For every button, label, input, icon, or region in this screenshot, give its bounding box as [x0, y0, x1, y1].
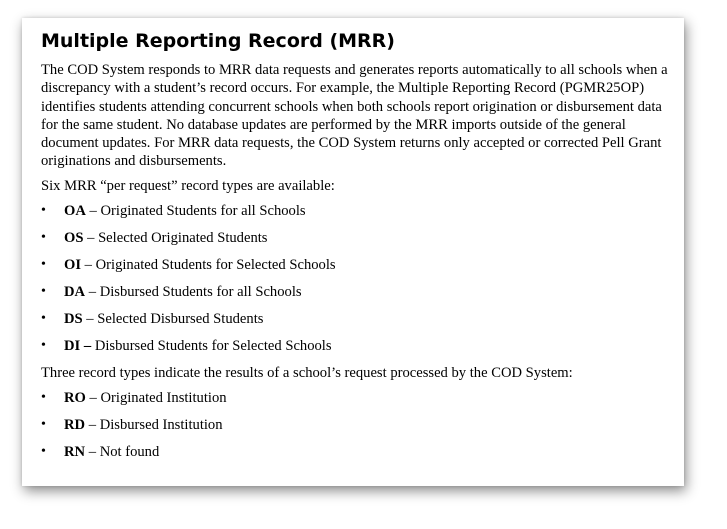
- list-item: [41, 337, 671, 355]
- separator: –: [83, 229, 99, 246]
- list-item: [41, 416, 671, 434]
- description-paragraph: The COD System responds to MRR data requests and generates reports automatically to all schools when a discrepancy with a student’s record occurs. For example, the Multiple Reporting Record (PGMR25OP) identifies students attending concurrent schools when both schools report origination or disbursement data for the same student. No database updates are performed by the MRR imports outside of the general document updates. For MRR data requests, the COD System returns only accepted or corrected Pell Grant originations and disbursements.: [41, 62, 668, 170]
- record-code: DI –: [64, 337, 92, 354]
- separator: –: [85, 389, 101, 406]
- bullet-icon: •: [41, 283, 46, 299]
- record-description: Originated Institution: [100, 389, 227, 406]
- separator: –: [85, 202, 101, 219]
- record-code: RD: [64, 416, 86, 433]
- record-code: OI: [64, 256, 82, 273]
- record-description: Not found: [99, 443, 160, 460]
- record-description: Disbursed Students for Selected Schools: [94, 337, 332, 354]
- per-request-list: [41, 202, 671, 355]
- record-description: Originated Students for all Schools: [100, 202, 306, 219]
- separator: –: [85, 283, 100, 300]
- bullet-icon: •: [41, 337, 46, 353]
- list-item: [41, 443, 671, 461]
- results-intro: Three record types indicate the results of a school’s request processed by the COD System:: [41, 364, 573, 381]
- document-page: [22, 18, 684, 486]
- bullet-icon: •: [41, 256, 46, 272]
- separator: –: [82, 310, 98, 327]
- record-code: OA: [64, 202, 86, 219]
- list-item: [41, 256, 671, 274]
- bullet-icon: •: [41, 310, 46, 326]
- list-item: [41, 202, 671, 220]
- record-code: DS: [64, 310, 83, 327]
- document-content: [41, 29, 671, 470]
- bullet-icon: •: [41, 202, 46, 218]
- record-code: OS: [64, 229, 84, 246]
- record-description: Selected Originated Students: [98, 229, 268, 246]
- record-code: RN: [64, 443, 86, 460]
- record-description: Disbursed Students for all Schools: [99, 283, 302, 300]
- list-item: [41, 389, 671, 407]
- results-list: [41, 389, 671, 461]
- record-code: DA: [64, 283, 86, 300]
- separator: –: [81, 256, 96, 273]
- record-description: Disbursed Institution: [99, 416, 223, 433]
- per-request-intro: Six MRR “per request” record types are available:: [41, 177, 335, 194]
- record-description: Originated Students for Selected Schools: [95, 256, 336, 273]
- list-item: [41, 310, 671, 328]
- record-code: RO: [64, 389, 86, 406]
- section-heading: Multiple Reporting Record (MRR): [41, 30, 395, 52]
- bullet-icon: •: [41, 389, 46, 405]
- separator: –: [85, 416, 100, 433]
- separator: –: [85, 443, 100, 460]
- record-description: Selected Disbursed Students: [97, 310, 264, 327]
- bullet-icon: •: [41, 443, 46, 459]
- bullet-icon: •: [41, 229, 46, 245]
- bullet-icon: •: [41, 416, 46, 432]
- list-item: [41, 229, 671, 247]
- list-item: [41, 283, 671, 301]
